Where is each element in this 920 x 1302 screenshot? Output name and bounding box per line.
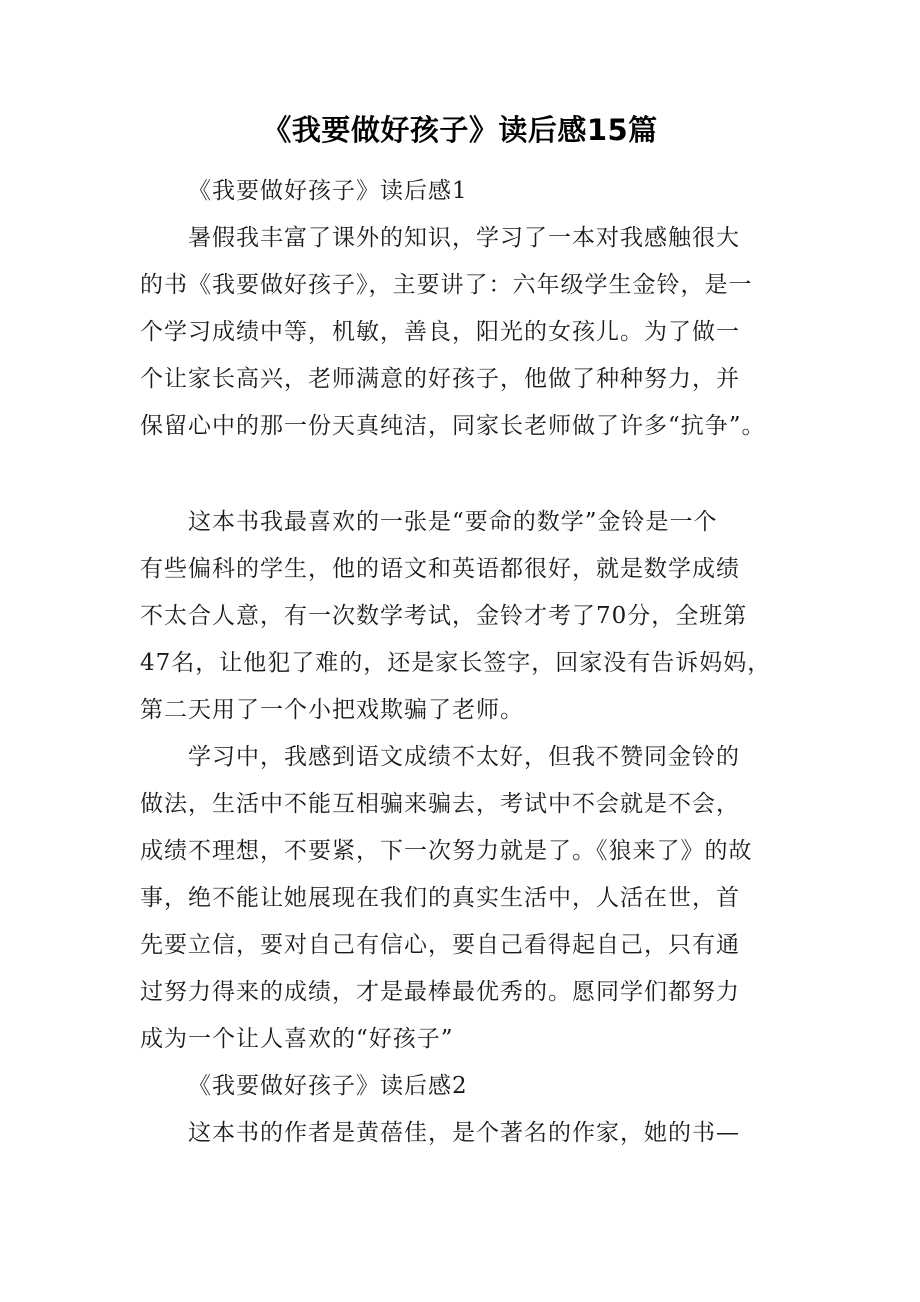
paragraph-line: 先要立信，要对自己有信心，要自己看得起自己，只有通: [140, 932, 740, 958]
paragraph-gap: [140, 450, 790, 499]
paragraph-line: 事，绝不能让她展现在我们的真实生活中，人活在世，首: [140, 885, 740, 911]
document-body: [140, 168, 790, 1157]
page-title: 《我要做好孩子》读后感15篇: [262, 113, 658, 147]
paragraph-line: 学习中，我感到语文成绩不太好，但我不赞同金铃的: [188, 744, 740, 770]
paragraph-line: 47名，让他犯了难的，还是家长签字，回家没有告诉妈妈，: [140, 650, 772, 676]
paragraph-line: 的书《我要做好孩子》，主要讲了：六年级学生金铃，是一: [140, 272, 753, 298]
section-heading: 《我要做好孩子》读后感2: [188, 1073, 468, 1099]
paragraph-line: 暑假我丰富了课外的知识，学习了一本对我感触很大: [188, 225, 740, 251]
paragraph-line: 保留心中的那一份天真纯洁，同家长老师做了许多“抗争”。: [140, 413, 766, 439]
paragraph-line: 不太合人意，有一次数学考试，金铃才考了70分，全班第: [140, 603, 748, 629]
paragraph-line: 有些偏科的学生，他的语文和英语都很好，就是数学成绩: [140, 556, 740, 582]
paragraph-line: 这本书我最喜欢的一张是“要命的数学”金铃是一个: [188, 509, 718, 535]
paragraph-line: 做法，生活中不能互相骗来骗去，考试中不会就是不会，: [140, 791, 740, 817]
section-heading: 《我要做好孩子》读后感1: [188, 178, 468, 204]
paragraph-line: 这本书的作者是黄蓓佳，是个著名的作家，她的书—: [188, 1120, 740, 1146]
paragraph-line: 个学习成绩中等，机敏，善良，阳光的女孩儿。为了做一: [140, 319, 740, 345]
paragraph-line: 第二天用了一个小把戏欺骗了老师。: [140, 697, 524, 723]
paragraph-line: 成绩不理想，不要紧，下一次努力就是了。《狼来了》的故: [140, 838, 753, 864]
paragraph-line: 过努力得来的成绩，才是最棒最优秀的。愿同学们都努力: [140, 979, 740, 1005]
paragraph-line: 成为一个让人喜欢的“好孩子”: [140, 1026, 454, 1052]
paragraph-line: 个让家长高兴，老师满意的好孩子，他做了种种努力，并: [140, 366, 740, 392]
